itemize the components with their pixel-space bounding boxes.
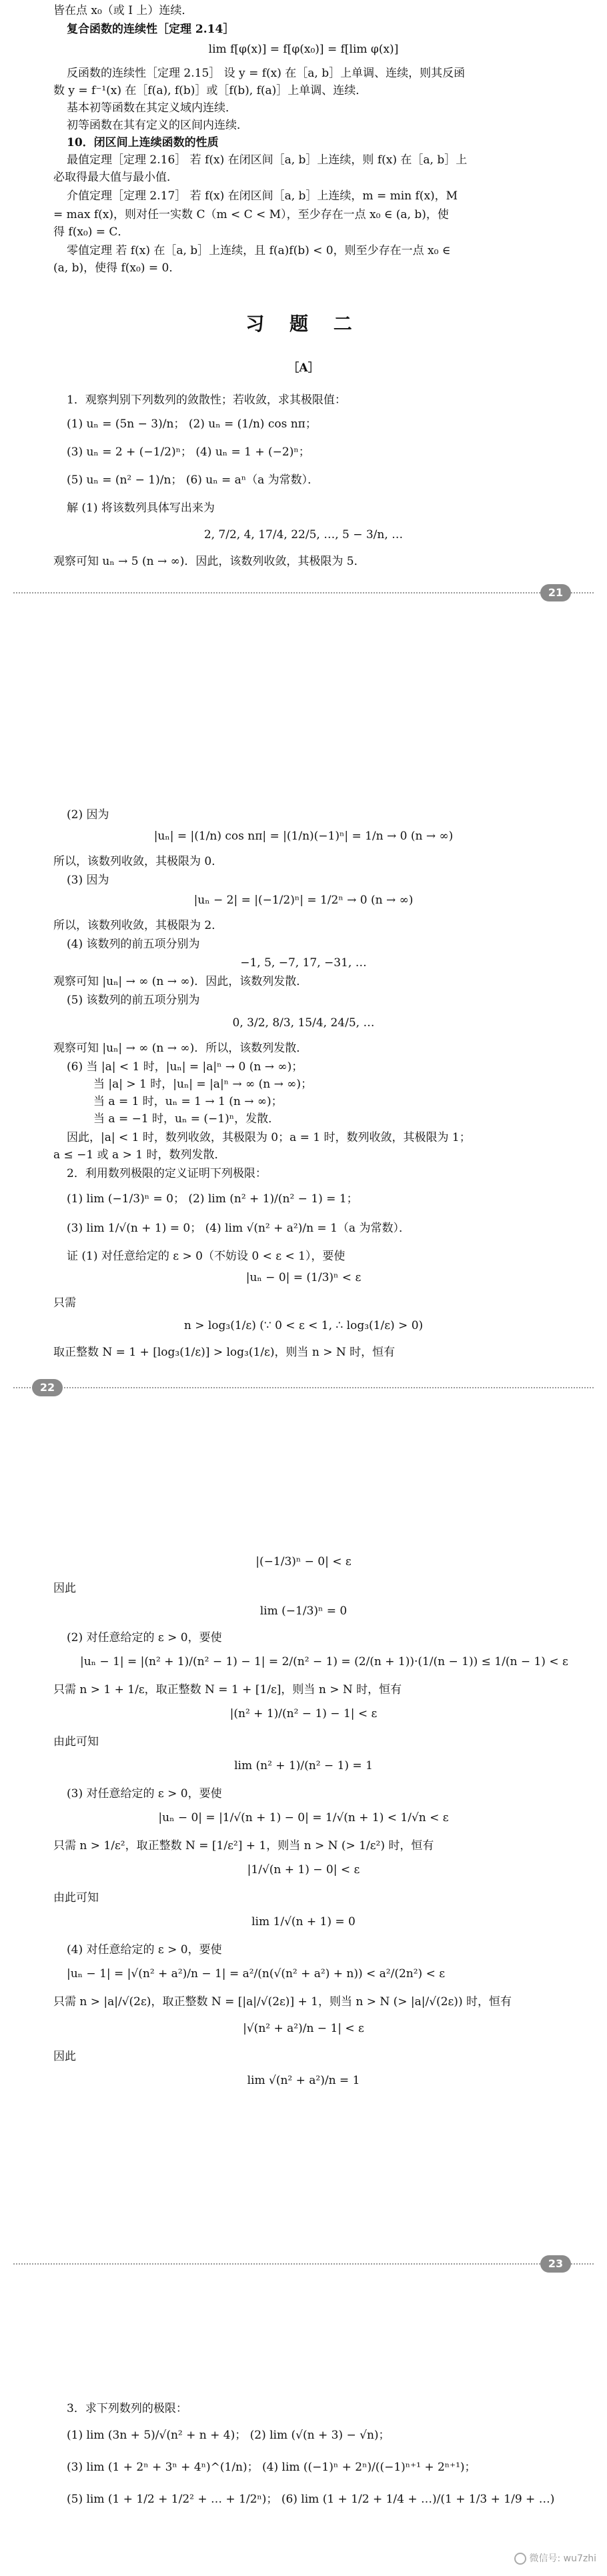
watermark-text: 微信号: wu7zhi bbox=[529, 2553, 596, 2564]
text-line: (3) 对任意给定的 ε > 0，要使 bbox=[67, 1787, 222, 1800]
equation: lim (n² + 1)/(n² − 1) = 1 bbox=[234, 1759, 373, 1772]
text-line: 由此可知 bbox=[53, 1891, 99, 1904]
equation: |uₙ − 1| = |√(n² + a²)/n − 1| = a²/(n(√(n² + a²) + n)) < a²/(2n²) < ε bbox=[67, 1967, 446, 1981]
equation: lim (−1/3)ⁿ = 0 bbox=[259, 1604, 348, 1618]
text-line: (2) 因为 bbox=[67, 808, 109, 822]
problem-item: (3) lim 1/√(n + 1) = 0； (4) lim √(n² + a²)/n = 1（a 为常数）． bbox=[67, 1222, 410, 1235]
text-line: (a, b)，使得 f(x₀) = 0． bbox=[53, 261, 181, 275]
text-line: 只需 n > 1/ε²，取正整数 N = [1/ε²] + 1，则当 n > N (> 1/ε²) 时，恒有 bbox=[53, 1839, 434, 1852]
equation: |uₙ − 0| = (1/3)ⁿ < ε bbox=[245, 1271, 362, 1284]
watermark bbox=[514, 2551, 596, 2565]
text-line: 证 (1) 对任意给定的 ε > 0（不妨设 0 < ε < 1），要使 bbox=[67, 1250, 346, 1263]
problem-heading: 1．观察判别下列数列的敛散性；若收敛，求其极限值： bbox=[67, 393, 346, 407]
page-number: 23 bbox=[540, 2255, 571, 2273]
text-line: 因此 bbox=[53, 1582, 76, 1595]
text-line: 最值定理［定理 2.16］ 若 f(x) 在闭区间［a, b］上连续，则 f(x) 在［a, b］上 bbox=[67, 153, 468, 167]
text-line: 得 f(x₀) = C． bbox=[53, 225, 129, 239]
text-line: (4) 对任意给定的 ε > 0，要使 bbox=[67, 1943, 222, 1957]
problem-item: (3) lim (1 + 2ⁿ + 3ⁿ + 4ⁿ)^(1/n)； (4) lim ((−1)ⁿ + 2ⁿ)/((−1)ⁿ⁺¹ + 2ⁿ⁺¹)； bbox=[67, 2461, 476, 2474]
text-line: = max f(x)，则对任一实数 C（m < C < M），至少存在一点 x₀ ∈ (a, b)，使 bbox=[53, 208, 449, 221]
text-line: (2) 对任意给定的 ε > 0，要使 bbox=[67, 1631, 222, 1644]
text-line: 初等函数在其有定义的区间内连续． bbox=[67, 119, 248, 132]
text-line: 所以，该数列收敛，其极限为 2． bbox=[53, 919, 223, 932]
text-line: 当 |a| > 1 时，|uₙ| = |a|ⁿ → ∞ (n → ∞)； bbox=[93, 1078, 313, 1091]
page-divider bbox=[13, 2263, 594, 2265]
equation: |(−1/3)ⁿ − 0| < ε bbox=[255, 1555, 352, 1568]
equation: −1, 5, −7, 17, −31, … bbox=[240, 956, 367, 970]
subsection-label: ［A］ bbox=[287, 361, 320, 375]
text-line: 基本初等函数在其定义域内连续． bbox=[67, 101, 237, 115]
text-line: 因此 bbox=[53, 2050, 76, 2063]
text-line: 反函数的连续性［定理 2.15］ 设 y = f(x) 在［a, b］上单调、连续，则其反函 bbox=[67, 67, 466, 80]
section-heading: 10．闭区间上连续函数的性质 bbox=[67, 136, 219, 149]
text-line: 所以，该数列收敛，其极限为 0． bbox=[53, 855, 223, 868]
equation: lim f[φ(x)] = f[φ(x₀)] = f[lim φ(x)] bbox=[208, 43, 399, 56]
text-line: 皆在点 x₀（或 I 上）连续． bbox=[53, 4, 193, 17]
problem-item: (1) uₙ = (5n − 3)/n； (2) uₙ = (1/n) cos nπ； bbox=[67, 417, 317, 431]
text-line: (5) 该数列的前五项分别为 bbox=[67, 994, 200, 1007]
page-number: 21 bbox=[540, 584, 571, 601]
equation: 2, 7/2, 4, 17/4, 22/5, …, 5 − 3/n, … bbox=[203, 528, 404, 541]
problem-item: (1) lim (3n + 5)/√(n² + n + 4)； (2) lim (√(n + 3) − √n)； bbox=[67, 2429, 390, 2442]
page-22 bbox=[0, 807, 607, 1474]
text-line: 只需 n > 1 + 1/ε，取正整数 N = 1 + [1/ε]，则当 n > N 时，恒有 bbox=[53, 1683, 402, 1696]
page-24 bbox=[0, 2401, 607, 2576]
equation: lim 1/√(n + 1) = 0 bbox=[251, 1915, 356, 1928]
problem-item: (3) uₙ = 2 + (−1/2)ⁿ； (4) uₙ = 1 + (−2)ⁿ； bbox=[67, 445, 310, 459]
equation: |√(n² + a²)/n − 1| < ε bbox=[243, 2022, 364, 2035]
page-21 bbox=[0, 0, 607, 667]
page-number: 22 bbox=[32, 1379, 63, 1396]
equation: |uₙ − 1| = |(n² + 1)/(n² − 1) − 1| = 2/(n² − 1) = (2/(n + 1))·(1/(n − 1)) ≤ 1/(n − 1) < ε bbox=[80, 1655, 568, 1668]
page-23 bbox=[0, 1554, 607, 2341]
text-line: 零值定理 若 f(x) 在［a, b］上连续，且 f(a)f(b) < 0，则至少存在一点 x₀ ∈ bbox=[67, 244, 451, 257]
text-line: 只需 n > |a|/√(2ε)，取正整数 N = [|a|/√(2ε)] + 1，则当 n > N (> |a|/√(2ε)) 时，恒有 bbox=[53, 1995, 512, 2009]
text-line: 当 a = 1 时，uₙ = 1 → 1 (n → ∞)； bbox=[93, 1095, 283, 1108]
text-line: (4) 该数列的前五项分别为 bbox=[67, 938, 200, 951]
problem-item: 解 (1) 将该数列具体写出来为 bbox=[67, 501, 215, 515]
text-line: 由此可知 bbox=[53, 1735, 99, 1748]
problem-item: (5) uₙ = (n² − 1)/n； (6) uₙ = aⁿ（a 为常数）． bbox=[67, 473, 320, 487]
text-line: a ≤ −1 或 a > 1 时，数列发散． bbox=[53, 1148, 226, 1162]
text-line: 观察可知 |uₙ| → ∞ (n → ∞)．所以，该数列发散． bbox=[53, 1042, 308, 1055]
text-line: (6) 当 |a| < 1 时，|uₙ| = |a|ⁿ → 0 (n → ∞)； bbox=[67, 1060, 304, 1074]
text-line: 数 y = f⁻¹(x) 在［f(a), f(b)］或［f(b), f(a)］上单调、连续． bbox=[53, 84, 368, 97]
problem-heading: 2．利用数列极限的定义证明下列极限： bbox=[67, 1167, 267, 1180]
equation: 0, 3/2, 8/3, 15/4, 24/5, … bbox=[232, 1016, 375, 1030]
equation: |uₙ| = |(1/n) cos nπ| = |(1/n)(−1)ⁿ| = 1/n → 0 (n → ∞) bbox=[153, 830, 454, 843]
equation: |1/√(n + 1) − 0| < ε bbox=[247, 1863, 360, 1876]
equation: |(n² + 1)/(n² − 1) − 1| < ε bbox=[229, 1707, 378, 1720]
theorem-heading: 复合函数的连续性［定理 2.14］ bbox=[67, 23, 235, 36]
text-line: 观察可知 uₙ → 5 (n → ∞)．因此，该数列收敛，其极限为 5． bbox=[53, 555, 366, 568]
text-line: 只需 bbox=[53, 1296, 76, 1310]
text-line: 当 a = −1 时，uₙ = (−1)ⁿ，发散． bbox=[93, 1112, 280, 1126]
page-divider bbox=[13, 1387, 594, 1388]
equation: |uₙ − 0| = |1/√(n + 1) − 0| = 1/√(n + 1) < 1/√n < ε bbox=[158, 1811, 449, 1824]
wechat-icon bbox=[514, 2553, 526, 2565]
text-line: 因此，|a| < 1 时，数列收敛，其极限为 0；a = 1 时，数列收敛，其极限为 1； bbox=[67, 1131, 471, 1144]
equation: n > log₃(1/ε) (∵ 0 < ε < 1, ∴ log₃(1/ε) > 0) bbox=[183, 1319, 424, 1332]
section-title: 习 题 二 bbox=[245, 313, 362, 335]
text-line: 取正整数 N = 1 + [log₃(1/ε)] > log₃(1/ε)，则当 n > N 时，恒有 bbox=[53, 1346, 396, 1359]
equation: lim √(n² + a²)/n = 1 bbox=[247, 2074, 360, 2087]
text-line: 介值定理［定理 2.17］ 若 f(x) 在闭区间［a, b］上连续，m = min f(x)，M bbox=[67, 189, 458, 203]
problem-heading: 3．求下列数列的极限： bbox=[67, 2402, 187, 2415]
page-divider bbox=[13, 592, 594, 593]
text-line: 必取得最大值与最小值． bbox=[53, 171, 178, 184]
text-line: 观察可知 |uₙ| → ∞ (n → ∞)．因此，该数列发散． bbox=[53, 975, 308, 988]
problem-item: (1) lim (−1/3)ⁿ = 0； (2) lim (n² + 1)/(n² − 1) = 1； bbox=[67, 1192, 358, 1206]
text-line: (3) 因为 bbox=[67, 874, 109, 887]
equation: |uₙ − 2| = |(−1/2)ⁿ| = 1/2ⁿ → 0 (n → ∞) bbox=[193, 894, 414, 907]
problem-item: (5) lim (1 + 1/2 + 1/2² + … + 1/2ⁿ)； (6) lim (1 + 1/2 + 1/4 + …)/(1 + 1/3 + 1/9 + …) bbox=[67, 2493, 555, 2506]
